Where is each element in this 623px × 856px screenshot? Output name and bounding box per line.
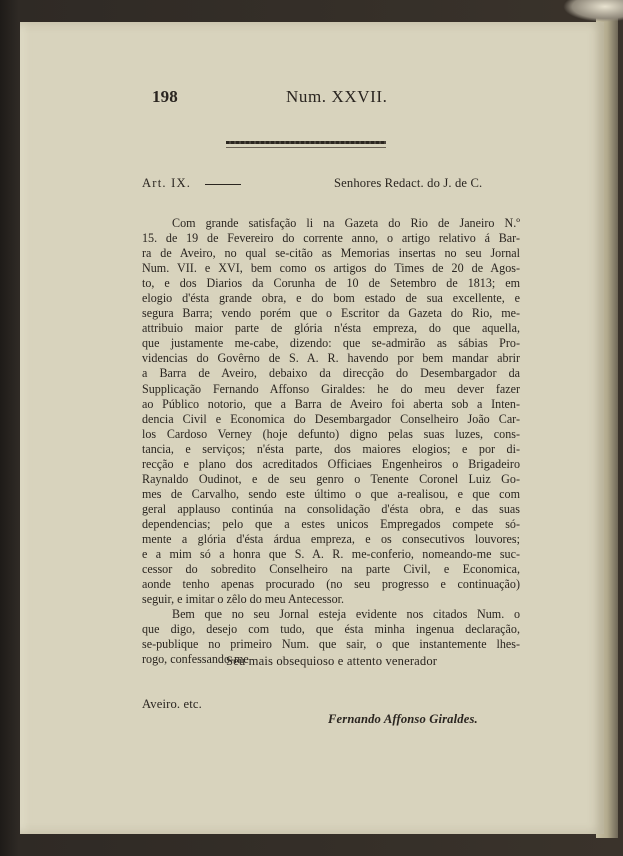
body-line: Bem que no seu Jornal esteja evidente nos citados Num. o	[172, 607, 520, 622]
body-line: to, e dos Diarios da Corunha de 10 de Setembro de 1813; em	[142, 276, 520, 291]
body-line: aonde tenho apenas procurado (no seu progresso e continuação)	[142, 577, 520, 592]
body-line: que justamente me-cabe, dizendo: que se-admirão as sábias Pro-	[142, 336, 520, 351]
body-line: a Barra de Aveiro, debaixo da direcção do Desembargador da	[142, 366, 520, 381]
body-line: tancia, e serviços; n'ésta parte, dos maiores elogios; e por di-	[142, 441, 520, 456]
salutation: Senhores Redact. do J. de C.	[334, 176, 483, 190]
body-line: mes de Carvalho, sendo este último o que a-realisou, e que com	[142, 486, 520, 501]
body-line: Raynaldo Oudinot, e de seu genro o Tenente Coronel Luiz Go-	[142, 471, 520, 486]
article-label: Art. IX.	[142, 176, 192, 190]
body-line: e a mim só a honra que S. A. R. me-conferio, nomeando-me suc-	[142, 547, 520, 562]
body-line: cessor do sobredito Conselheiro na parte Civil, e Economica,	[142, 562, 520, 577]
place-line: Aveiro. etc.	[142, 697, 202, 711]
body-line: Com grande satisfação li na Gazeta do Rio de Janeiro N.º	[172, 216, 520, 230]
body-line: Supplicação Fernando Affonso Giraldes: he do meu dever fazer	[142, 381, 520, 396]
body-line: ao Público notorio, que a Barra de Aveiro foi aberta sob a Inten-	[142, 396, 520, 411]
page-corner	[563, 0, 623, 22]
body-line: que digo, desejo com tudo, que ésta minha ingenua declaração,	[142, 622, 520, 637]
header-rule	[226, 141, 386, 144]
article-dash	[205, 184, 241, 185]
body-line: los Cardoso Verney (hoje defunto) digno pelas suas luzes, cons-	[142, 426, 520, 441]
body-line: seguir, e imitar o zêlo do meu Antecessor.	[142, 592, 345, 607]
body-line: se-publique no primeiro Num. que sair, o que instantemente lhes-	[142, 637, 520, 652]
body-line: elogio d'ésta grande obra, e do bom estado de sua excellente, e	[142, 291, 520, 306]
body-line: rogo, confessando-me	[142, 652, 249, 667]
body-line: dependencias; pelo que a estes unicos Empregados compete só-	[142, 516, 520, 531]
body-line: videncias do Govêrno de S. A. R. havendo por bem mandar abrir	[142, 351, 520, 366]
body-line: ra de Aveiro, no qual se-citão as Memorias insertas no seu Jornal	[142, 246, 520, 261]
page-header: Num. XXVII.	[286, 87, 388, 106]
signature: Fernando Affonso Giraldes.	[328, 712, 478, 726]
body-line: recção e plano dos acreditados Officiaes Engenheiros o Brigadeiro	[142, 456, 520, 471]
body-line: segura Barra; vendo porém que o Escritor da Gazeta do Rio, me-	[142, 306, 520, 321]
body-line: dencia Civil e Economica do Desembargador Conselheiro João Car-	[142, 411, 520, 426]
body-line: geral applauso continúa na consolidação d'ésta obra, e das suas	[142, 501, 520, 516]
header-rule-thin	[226, 147, 386, 148]
closing-line: Seu mais obsequioso e attento venerador	[226, 654, 438, 668]
letter-body	[142, 216, 520, 667]
page-number: 198	[152, 87, 178, 106]
body-line: Num. VII. e XVI, bem como os artigos do Times de 20 de Agos-	[142, 261, 520, 276]
body-line: attribuio maior parte de glória n'ésta empreza, do que aquella,	[142, 321, 520, 336]
body-line: 15. de 19 de Fevereiro do corrente anno, o artigo relativo á Bar-	[142, 231, 520, 246]
body-line: mente a glória d'ésta árdua empreza, e os consecutivos louvores;	[142, 531, 520, 546]
